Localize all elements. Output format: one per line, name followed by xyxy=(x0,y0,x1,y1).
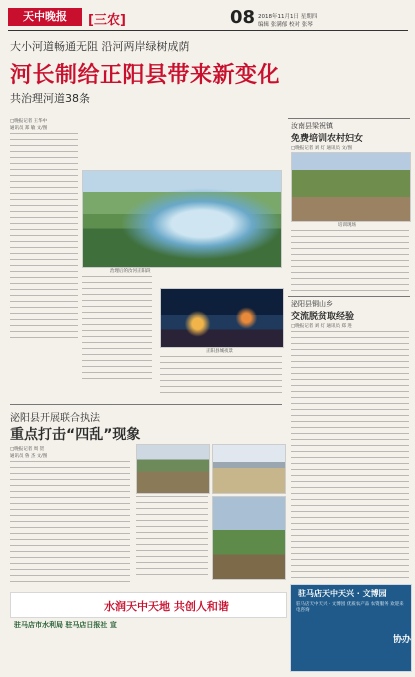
river-photo-3 xyxy=(212,496,286,580)
right-col-rule-2 xyxy=(288,296,410,297)
banner-text: 水润天中天地 共创人和谐 xyxy=(104,600,229,613)
staff-line: 编辑 张满郁 校对 张琴 xyxy=(258,22,313,28)
night-photo xyxy=(160,288,284,348)
second-byline-correspondent: 通讯员 鲁 杰 文/图 xyxy=(10,454,48,459)
lead-byline-reporter: □晚报记者 王华中 xyxy=(10,119,48,124)
second-headline: 重点打击“四乱”现象 xyxy=(10,427,141,443)
right-story1-kicker: 汝南县梁祝镇 xyxy=(291,122,333,130)
second-body-text xyxy=(10,461,130,583)
right-col-rule xyxy=(288,118,410,119)
right-story2-kicker: 泌阳县铜山乡 xyxy=(291,300,333,308)
right-story2-body xyxy=(291,331,409,579)
lead-headline: 河长制给正阳县带来新变化 xyxy=(10,63,281,88)
lead-kicker: 大小河道畅通无阻 沿河两岸绿树成荫 xyxy=(10,40,190,53)
masthead xyxy=(8,6,408,28)
banner-subtext: 驻马店市水利局 驻马店日报社 宣 xyxy=(14,621,117,629)
top-rule xyxy=(8,30,408,31)
river-photo-1 xyxy=(136,444,210,494)
night-photo-caption: 正阳县城夜景 xyxy=(206,349,233,354)
second-kicker: 泌阳县开展联合执法 xyxy=(10,413,100,424)
right-story1-headline: 免费培训农村妇女 xyxy=(291,134,364,144)
lead-photo-lake xyxy=(82,170,282,268)
ad-lines: 驻马店天中天兴 · 文博园 优质农产品 农资服务 欢迎来电咨询 xyxy=(296,602,404,613)
second-story-rule xyxy=(10,404,282,405)
lead-body-text-col1 xyxy=(10,133,78,343)
ad-side-label: 协办 xyxy=(393,635,412,645)
ad-title: 驻马店天中天兴 · 文博园 xyxy=(298,589,387,598)
lead-byline-correspondent: 通讯员 郑 敏 文/图 xyxy=(10,126,48,131)
newspaper-logo: 天中晚报 xyxy=(8,8,82,26)
right-story2-headline: 交流脱贫取经验 xyxy=(291,312,355,322)
lead-photo-caption: 治理后的汝河正阳段 xyxy=(110,269,151,274)
lead-subhead: 共治理河道38条 xyxy=(10,92,90,105)
right-story1-byline: □晚报记者 刘 灯 通讯员 文/图 xyxy=(291,146,352,151)
right-story2-byline: □晚报记者 刘 灯 通讯员 郑 进 xyxy=(291,324,352,329)
training-photo-caption: 培训现场 xyxy=(338,223,356,228)
second-body-text-2 xyxy=(136,496,208,578)
right-story1-body xyxy=(291,230,409,292)
training-photo xyxy=(291,152,411,222)
lead-body-text-col2 xyxy=(82,276,152,384)
lead-body-text-col3 xyxy=(160,356,282,396)
page-number: 08 xyxy=(230,7,256,28)
river-photo-2 xyxy=(212,444,286,494)
section-label: [三农] xyxy=(88,13,126,28)
second-byline-reporter: □晚报记者 周 贺 xyxy=(10,447,45,452)
date-line: 2018年11月1日 星期四 xyxy=(258,14,318,20)
